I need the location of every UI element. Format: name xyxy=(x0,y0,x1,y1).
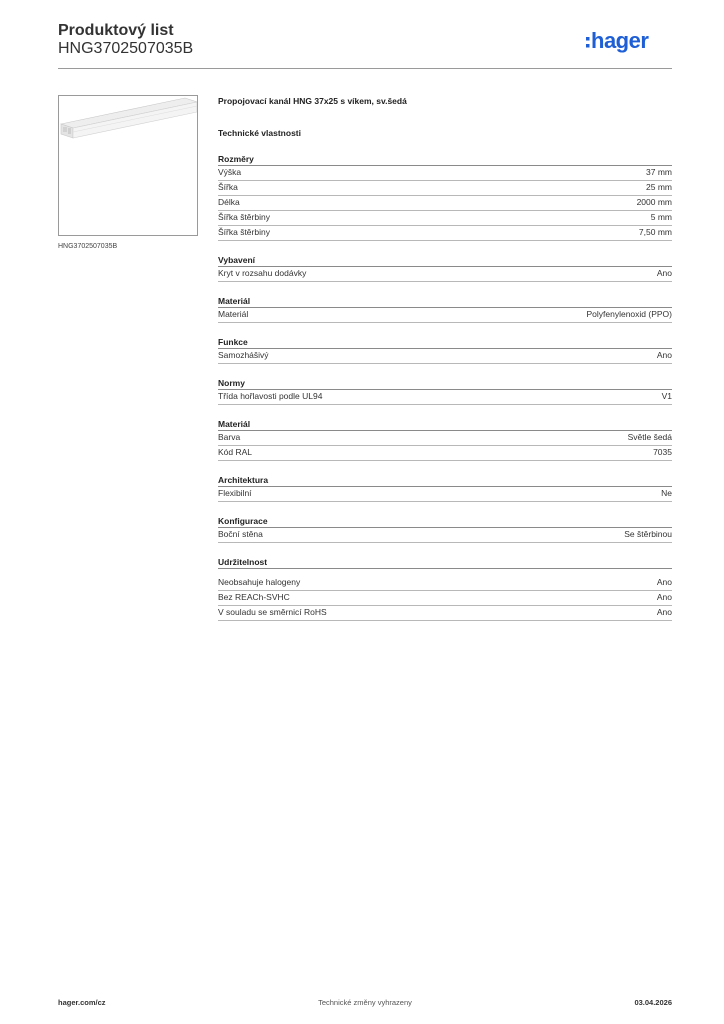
property-name: Šířka xyxy=(218,182,238,192)
property-value: 5 mm xyxy=(650,212,672,222)
page-header xyxy=(58,20,672,68)
product-details xyxy=(218,96,672,621)
section-title: Architektura xyxy=(218,474,672,487)
section-title: Materiál xyxy=(218,295,672,308)
property-row xyxy=(218,166,672,181)
property-value: Ano xyxy=(656,350,672,360)
section-title: Normy xyxy=(218,377,672,390)
property-row xyxy=(218,487,672,502)
property-row xyxy=(218,390,672,405)
property-name: Šířka štěrbiny xyxy=(218,212,270,222)
property-value: V1 xyxy=(661,391,672,401)
property-section xyxy=(218,377,672,405)
property-name: Výška xyxy=(218,167,242,177)
cable-duct-illustration xyxy=(59,96,198,236)
document-title: Produktový list xyxy=(58,22,174,39)
property-value: Ano xyxy=(656,607,672,617)
section-title: Rozměry xyxy=(218,153,672,166)
product-code: HNG3702507035B xyxy=(58,40,194,57)
property-row xyxy=(218,181,672,196)
property-row xyxy=(218,349,672,364)
logo-text: hager xyxy=(591,28,649,53)
property-row xyxy=(218,431,672,446)
property-name: Kryt v rozsahu dodávky xyxy=(218,268,307,278)
property-section xyxy=(218,418,672,461)
property-value: Ano xyxy=(656,577,672,587)
property-row xyxy=(218,308,672,323)
property-name: Neobsahuje halogeny xyxy=(218,577,301,587)
property-row xyxy=(218,211,672,226)
section-title: Vybavení xyxy=(218,254,672,267)
property-name: Kód RAL xyxy=(218,447,253,457)
property-name: Boční stěna xyxy=(218,529,263,539)
property-value: Ano xyxy=(656,268,672,278)
property-value: Polyfenylenoxid (PPO) xyxy=(586,309,672,319)
properties-list xyxy=(218,153,672,621)
property-value: 37 mm xyxy=(646,167,672,177)
property-section xyxy=(218,556,672,621)
footer-website: hager.com/cz xyxy=(58,998,106,1007)
property-row xyxy=(218,196,672,211)
section-title: Funkce xyxy=(218,336,672,349)
property-name: Délka xyxy=(218,197,240,207)
property-row xyxy=(218,267,672,282)
property-row xyxy=(218,576,672,591)
property-value: Světle šedá xyxy=(627,432,672,442)
property-value: 7,50 mm xyxy=(638,227,672,237)
section-title: Udržitelnost xyxy=(218,556,672,569)
property-value: Ne xyxy=(661,488,672,498)
property-name: Třída hořlavosti podle UL94 xyxy=(218,391,323,401)
property-section xyxy=(218,254,672,282)
property-row xyxy=(218,606,672,621)
property-row xyxy=(218,226,672,241)
property-row xyxy=(218,528,672,543)
property-section xyxy=(218,515,672,543)
property-name: Šířka štěrbiny xyxy=(218,227,270,237)
image-caption: HNG3702507035B xyxy=(58,243,118,250)
property-value: Ano xyxy=(656,592,672,602)
property-value: 7035 xyxy=(653,447,672,457)
property-name: V souladu se směrnicí RoHS xyxy=(218,607,327,617)
property-name: Materiál xyxy=(218,309,249,319)
footer-notice: Technické změny vyhrazeny xyxy=(318,998,412,1007)
property-section xyxy=(218,295,672,323)
property-value: 25 mm xyxy=(646,182,672,192)
property-section xyxy=(218,474,672,502)
technical-properties-heading: Technické vlastnosti xyxy=(218,128,301,138)
property-name: Barva xyxy=(218,432,241,442)
product-name: Propojovací kanál HNG 37x25 s víkem, sv.šedá xyxy=(218,96,407,106)
property-row xyxy=(218,446,672,461)
header-divider xyxy=(58,68,672,69)
property-name: Samozhášivý xyxy=(218,350,269,360)
property-value: Se štěrbinou xyxy=(624,529,672,539)
property-name: Flexibilní xyxy=(218,488,252,498)
property-row xyxy=(218,591,672,606)
section-title: Konfigurace xyxy=(218,515,672,528)
property-name: Bez REACh-SVHC xyxy=(218,592,290,602)
property-section xyxy=(218,336,672,364)
property-value: 2000 mm xyxy=(636,197,672,207)
hager-logo xyxy=(586,28,672,56)
footer-date: 03.04.2026 xyxy=(634,998,672,1007)
property-section xyxy=(218,153,672,241)
section-title: Materiál xyxy=(218,418,672,431)
product-image xyxy=(58,95,198,236)
